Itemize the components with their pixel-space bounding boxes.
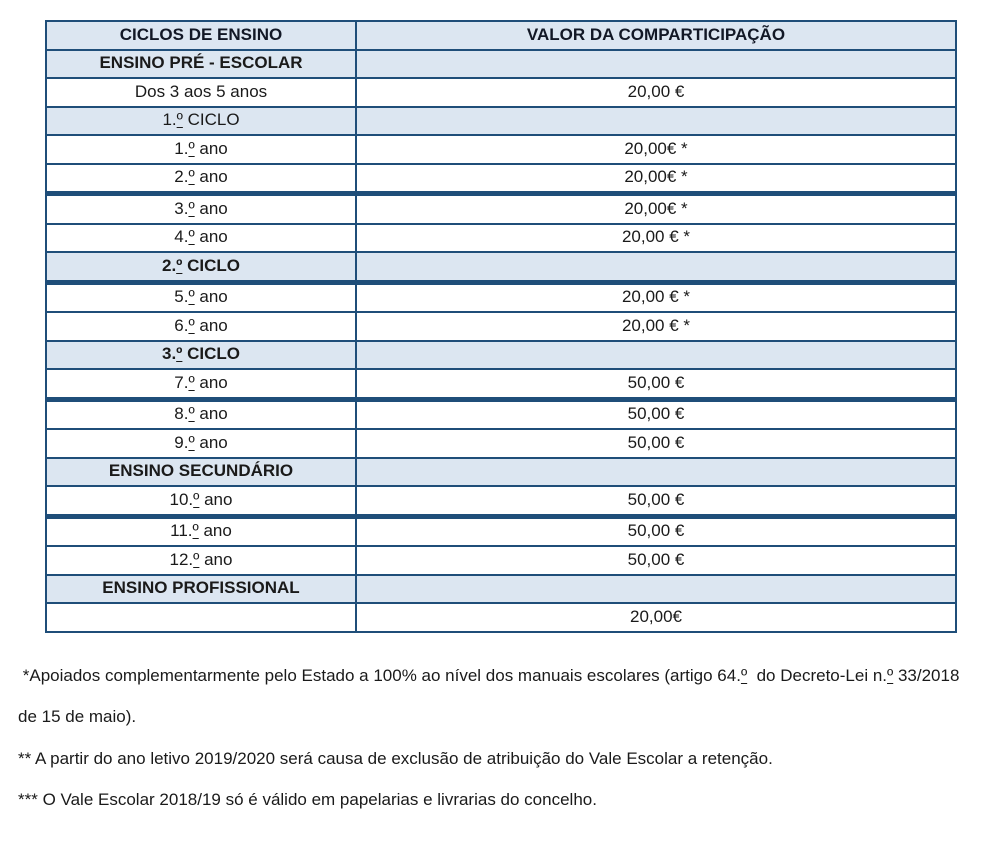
value-cell: 20,00€ * xyxy=(356,164,956,194)
value-cell: 50,00 € xyxy=(356,546,956,575)
ordinal-indicator: º xyxy=(188,432,195,452)
cycle-cell xyxy=(46,603,356,632)
cycle-cell: 5.º ano xyxy=(46,282,356,312)
cycle-cell: 9.º ano xyxy=(46,429,356,458)
ordinal-indicator: º xyxy=(193,549,200,569)
cycle-cell: ENSINO SECUNDÁRIO xyxy=(46,458,356,487)
ordinal-indicator: º xyxy=(176,255,183,275)
cycle-cell: 8.º ano xyxy=(46,399,356,429)
value-cell: 20,00 € xyxy=(356,78,956,107)
ordinal-indicator: º xyxy=(188,315,195,335)
table-body xyxy=(46,50,956,632)
cycle-cell: 3.º ano xyxy=(46,194,356,224)
cycle-cell: 7.º ano xyxy=(46,369,356,399)
value-cell xyxy=(356,107,956,136)
table-row xyxy=(46,603,956,632)
section-row xyxy=(46,252,956,282)
column-header-valor-comparticipacao: VALOR DA COMPARTICIPAÇÃO xyxy=(356,21,956,50)
value-cell: 20,00€ * xyxy=(356,194,956,224)
ordinal-indicator: º xyxy=(188,167,195,187)
table-row xyxy=(46,369,956,399)
header-row xyxy=(46,21,956,50)
value-cell: 50,00 € xyxy=(356,486,956,516)
table-row xyxy=(46,164,956,194)
ordinal-indicator: º xyxy=(188,138,195,158)
table-row xyxy=(46,516,956,546)
section-row xyxy=(46,575,956,604)
cycle-cell: 2.º ano xyxy=(46,164,356,194)
ordinal-indicator: º xyxy=(188,198,195,218)
cycle-cell: 6.º ano xyxy=(46,312,356,341)
ordinal-indicator: º xyxy=(188,372,195,392)
value-cell xyxy=(356,252,956,282)
value-cell: 20,00 € * xyxy=(356,282,956,312)
cycle-cell: 10.º ano xyxy=(46,486,356,516)
cycle-cell: 3.º CICLO xyxy=(46,341,356,370)
table-row xyxy=(46,78,956,107)
table-row xyxy=(46,399,956,429)
footnote-3: *** O Vale Escolar 2018/19 só é válido em papelarias e livrarias do concelho. xyxy=(18,790,597,810)
cycle-cell: 1.º CICLO xyxy=(46,107,356,136)
cycle-cell: 12.º ano xyxy=(46,546,356,575)
ordinal-indicator: º xyxy=(188,404,195,424)
value-cell: 50,00 € xyxy=(356,429,956,458)
cycle-cell: ENSINO PRÉ - ESCOLAR xyxy=(46,50,356,79)
cycle-cell: 4.º ano xyxy=(46,224,356,253)
table-row xyxy=(46,135,956,164)
ordinal-indicator: º xyxy=(176,110,183,130)
table-row xyxy=(46,486,956,516)
column-header-ciclos-de-ensino: CICLOS DE ENSINO xyxy=(46,21,356,50)
value-cell xyxy=(356,575,956,604)
value-cell: 50,00 € xyxy=(356,516,956,546)
value-cell xyxy=(356,341,956,370)
section-row xyxy=(46,458,956,487)
value-cell: 50,00 € xyxy=(356,399,956,429)
table-header xyxy=(46,21,956,50)
cycle-cell: 11.º ano xyxy=(46,516,356,546)
cycle-cell: 2.º CICLO xyxy=(46,252,356,282)
value-cell: 20,00 € * xyxy=(356,312,956,341)
section-row xyxy=(46,50,956,79)
ordinal-indicator: º xyxy=(887,665,894,685)
value-cell: 20,00 € * xyxy=(356,224,956,253)
table-row xyxy=(46,312,956,341)
ordinal-indicator: º xyxy=(188,287,195,307)
footnotes-section xyxy=(18,655,978,822)
table-row xyxy=(46,282,956,312)
footnote-1: *Apoiados complementarmente pelo Estado a 100% ao nível dos manuais escolares (artigo 64.º do Decreto-Lei n.º 33/2018 de 15 de maio). xyxy=(18,665,965,727)
cycle-cell: ENSINO PROFISSIONAL xyxy=(46,575,356,604)
section-row xyxy=(46,341,956,370)
section-row xyxy=(46,107,956,136)
cycle-cell: Dos 3 aos 5 anos xyxy=(46,78,356,107)
value-cell: 20,00€ * xyxy=(356,135,956,164)
table-row xyxy=(46,546,956,575)
comparticipacao-table xyxy=(45,20,957,633)
ordinal-indicator: º xyxy=(188,227,195,247)
value-cell xyxy=(356,50,956,79)
ordinal-indicator: º xyxy=(176,344,183,364)
table-row xyxy=(46,194,956,224)
value-cell xyxy=(356,458,956,487)
footnote-2: ** A partir do ano letivo 2019/2020 será causa de exclusão de atribuição do Vale Escolar a retenção. xyxy=(18,748,773,768)
ordinal-indicator: º xyxy=(192,521,199,541)
ordinal-indicator: º xyxy=(740,665,748,685)
value-cell: 50,00 € xyxy=(356,369,956,399)
cycle-cell: 1.º ano xyxy=(46,135,356,164)
table-row xyxy=(46,224,956,253)
table-row xyxy=(46,429,956,458)
ordinal-indicator: º xyxy=(193,489,200,509)
value-cell: 20,00€ xyxy=(356,603,956,632)
